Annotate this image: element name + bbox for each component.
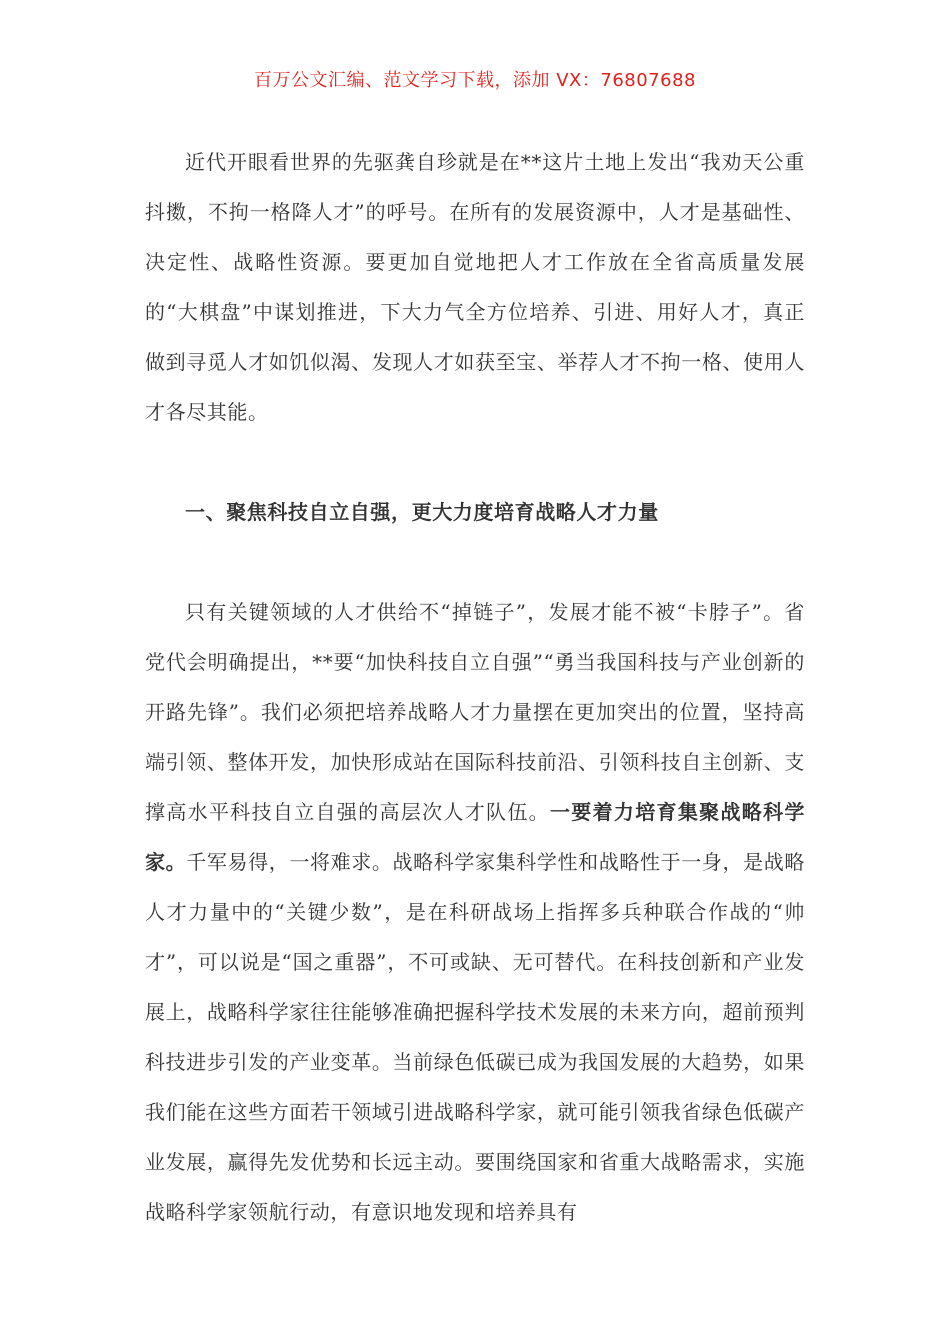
watermark-header: 百万公文汇编、范文学习下载，添加 VX：76807688 (254, 70, 696, 91)
intro-paragraph: 近代开眼看世界的先驱龚自珍就是在**这片土地上发出“我劝天公重抖擞，不拘一格降人才”的呼号。在所有的发展资源中，人才是基础性、决定性、战略性资源。要更加自觉地把人才工作放在全省高质量发展的“大棋盘”中谋划推进，下大力气全方位培养、引进、用好人才，真正做到寻觅人才如饥似渴、发现人才如获至宝、举荐人才不拘一格、使用人才各尽其能。 (145, 150, 805, 424)
section-paragraph (145, 587, 805, 1237)
bold-key-point: 一要着力培育集聚战略科学家。 (145, 800, 805, 874)
spacer (145, 437, 805, 487)
document-body (145, 137, 805, 1237)
section-paragraph-text: 只有关键领域的人才供给不“掉链子”，发展才能不被“卡脖子”。省党代会明确提出，**要“加快科技自立自强”“勇当我国科技与产业创新的开路先锋”。我们必须把培养战略人才力量摆在更加突出的位置，坚持高端引领、整体开发，加快形成站在国际科技前沿、引领科技自主创新、支撑高水平科技自立自强的高层次人才队伍。 (145, 600, 805, 824)
section-paragraph-continued: 千军易得，一将难求。战略科学家集科学性和战略性于一身，是战略人才力量中的“关键少数”，是在科研战场上指挥多兵种联合作战的“帅才”，可以说是“国之重器”，不可或缺、无可替代。在科技创新和产业发展上，战略科学家往往能够准确把握科学技术发展的未来方向，超前预判科技进步引发的产业变革。当前绿色低碳已成为我国发展的大趋势，如果我们能在这些方面若干领域引进战略科学家，就可能引领我省绿色低碳产业发展，赢得先发优势和长远主动。要围绕国家和省重大战略需求，实施战略科学家领航行动，有意识地发现和培养具有 (145, 850, 806, 1224)
section-heading: 一、聚焦科技自立自强，更大力度培育战略人才力量 (185, 500, 659, 524)
spacer (145, 537, 805, 587)
